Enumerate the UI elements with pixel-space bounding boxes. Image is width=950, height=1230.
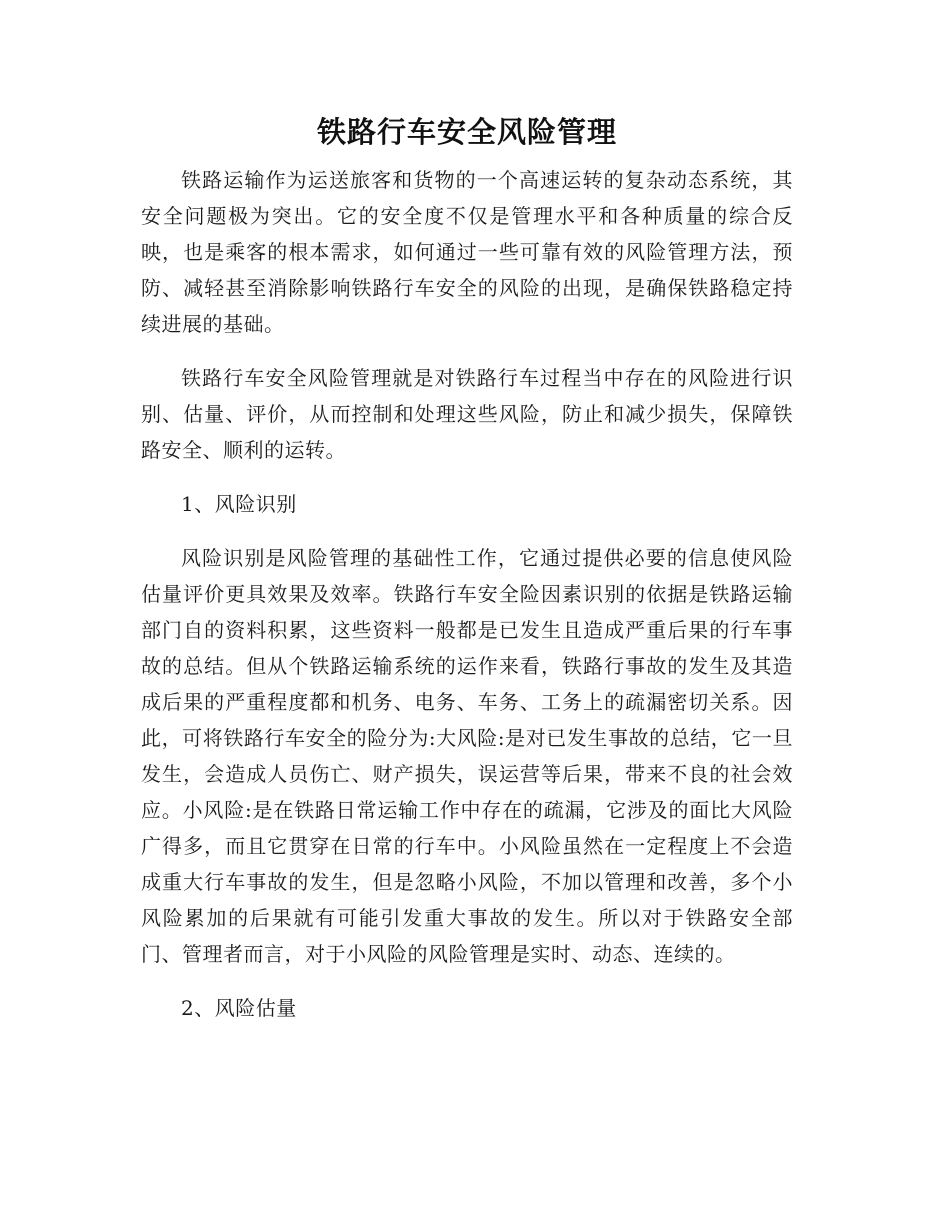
risk-identification-paragraph: 风险识别是风险管理的基础性工作，它通过提供必要的信息使风险估量评价更具效果及效率。铁路行车安全险因素识别的依据是铁路运输部门自的资料积累，这些资料一般都是已发生且造成严重后果的行车事故的总结。但从个铁路运输系统的运作来看，铁路行事故的发生及其造成后果的严重程度都和机务、电务、车务、工务上的疏漏密切关系。因此，可将铁路行车安全的险分为:大风险:是对已发生事故的总结，它一旦发生，会造成人员伤亡、财产损失，误运营等后果，带来不良的社会效应。小风险:是在铁路日常运输工作中存在的疏漏，它涉及的面比大风险广得多，而且它贯穿在日常的行车中。小风险虽然在一定程度上不会造成重大行车事故的发生，但是忽略小风险，不加以管理和改善，多个小风险累加的后果就有可能引发重大事故的发生。所以对于铁路安全部门、管理者而言，对于小风险的风险管理是实时、动态、连续的。 xyxy=(141,546,793,966)
section-heading-risk-identification: 1、风险识别 xyxy=(181,492,297,516)
section-heading-risk-estimation: 2、风险估量 xyxy=(181,996,297,1020)
document-title: 铁路行车安全风险管理 xyxy=(316,115,617,149)
definition-paragraph: 铁路行车安全风险管理就是对铁路行车过程当中存在的风险进行识别、估量、评价，从而控制和处理这些风险，防止和减少损失，保障铁路安全、顺利的运转。 xyxy=(141,366,793,462)
intro-paragraph: 铁路运输作为运送旅客和货物的一个高速运转的复杂动态系统，其安全问题极为突出。它的安全度不仅是管理水平和各种质量的综合反映，也是乘客的根本需求，如何通过一些可靠有效的风险管理方法，预防、减轻甚至消除影响铁路行车安全的风险的出现，是确保铁路稳定持续进展的基础。 xyxy=(141,168,793,336)
document-content xyxy=(141,110,793,1044)
